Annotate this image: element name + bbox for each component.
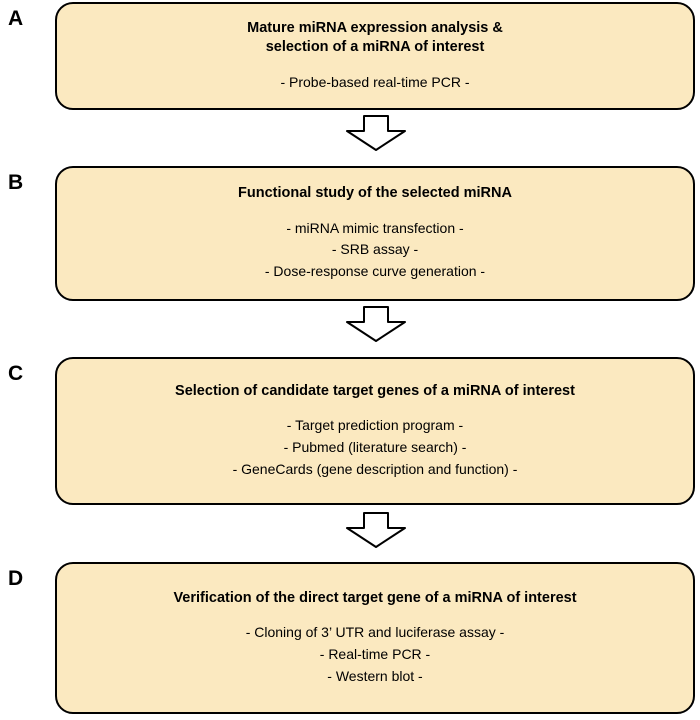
stage-panel-a (55, 2, 695, 110)
list-item: - Dose-response curve generation - (264, 263, 486, 280)
list-item: - Real-time PCR - (319, 645, 431, 662)
list-item: - Target prediction program - (286, 417, 464, 434)
stage-items-d (246, 622, 505, 687)
stage-title-a-line1: Mature miRNA expression analysis & (247, 19, 503, 36)
stage-label-a: A (8, 7, 24, 30)
list-item: - Pubmed (literature search) - (283, 438, 467, 455)
list-item: - SRB assay - (331, 241, 419, 258)
stage-panel-c (55, 357, 695, 505)
stage-items-c (233, 415, 518, 480)
list-item: - Probe-based real-time PCR - (280, 73, 470, 90)
list-item: - Western blot - (327, 667, 423, 684)
stage-title-c: Selection of candidate target genes of a miRNA of interest (175, 382, 575, 399)
stage-label-b: B (8, 171, 24, 194)
stage-title-d: Verification of the direct target gene of a miRNA of interest (173, 589, 577, 606)
arrow-c-to-d (341, 512, 411, 548)
stage-title-b: Functional study of the selected miRNA (238, 185, 512, 202)
stage-panel-b (55, 166, 695, 301)
list-item: - Cloning of 3’ UTR and luciferase assay - (245, 624, 505, 641)
stage-title-a (247, 19, 503, 58)
stage-items-a (280, 72, 469, 94)
stage-label-d: D (8, 567, 24, 590)
stage-panel-d (55, 562, 695, 714)
list-item: - GeneCards (gene description and function) - (232, 460, 518, 477)
stage-title-a-line2: selection of a miRNA of interest (265, 39, 485, 56)
stage-label-c: C (8, 362, 24, 385)
arrow-b-to-c (341, 306, 411, 342)
list-item: - miRNA mimic transfection - (286, 219, 464, 236)
stage-items-b (265, 218, 485, 283)
arrow-a-to-b (341, 115, 411, 151)
